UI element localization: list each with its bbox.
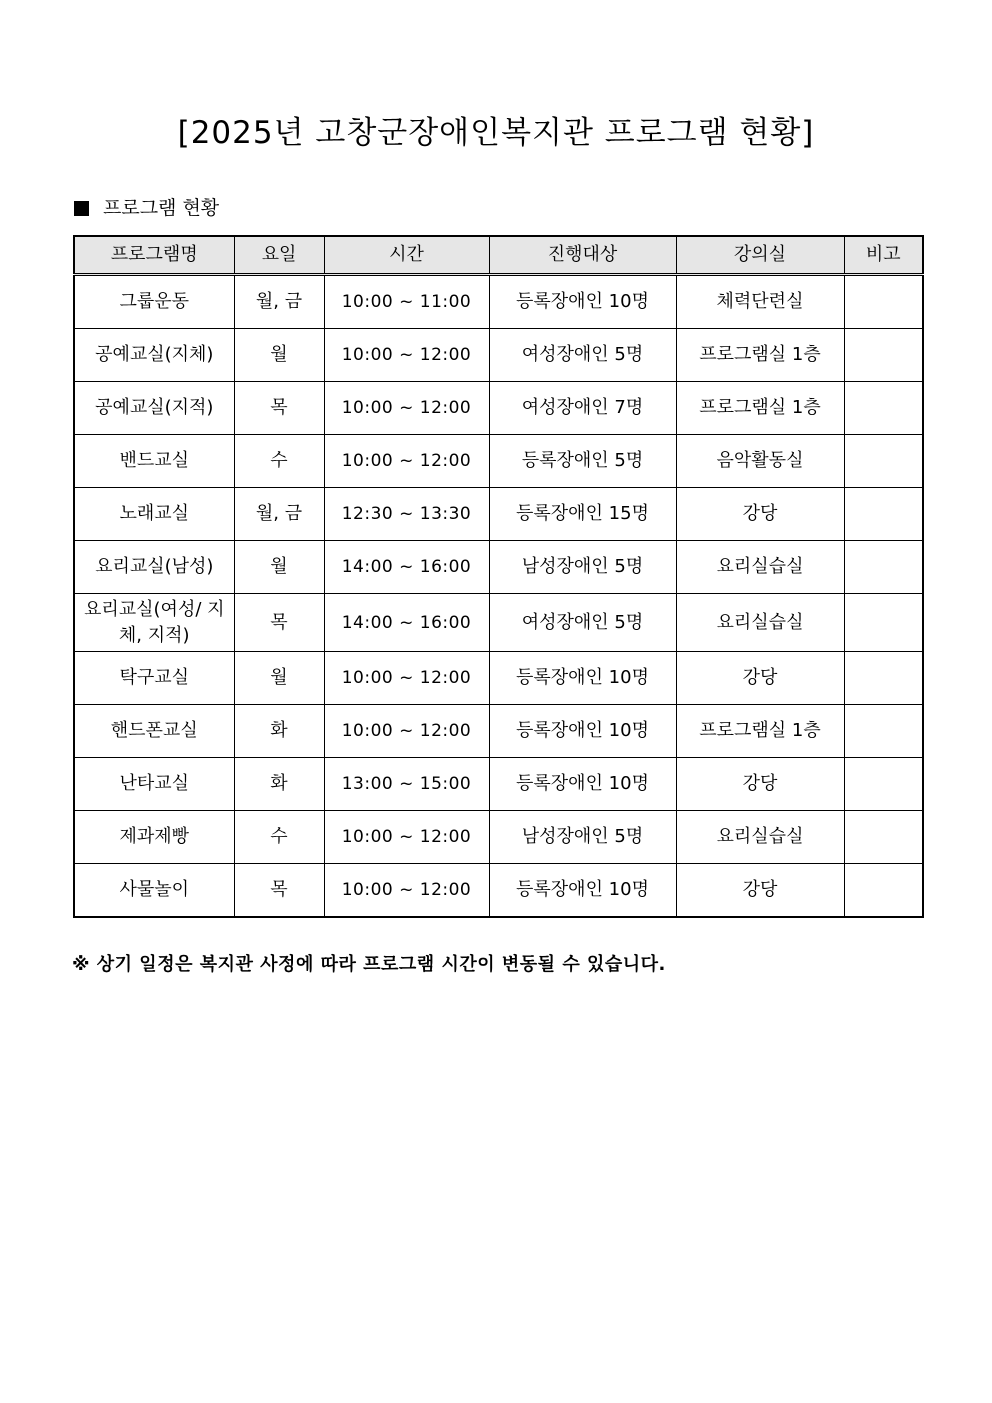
- cell-day: 목: [234, 382, 324, 435]
- cell-target: 남성장애인 5명: [489, 541, 676, 594]
- cell-target: 등록장애인 10명: [489, 652, 676, 705]
- table-row: [74, 488, 923, 541]
- cell-time: 10:00 ~ 12:00: [324, 705, 489, 758]
- cell-classroom: 음악활동실: [676, 435, 844, 488]
- header-target: 진행대상: [489, 236, 676, 275]
- cell-remarks: [844, 541, 923, 594]
- cell-time: 14:00 ~ 16:00: [324, 594, 489, 652]
- cell-program-name: 그룹운동: [74, 275, 234, 329]
- cell-program-name: 요리교실(여성/ 지체, 지적): [74, 594, 234, 652]
- header-time: 시간: [324, 236, 489, 275]
- program-schedule-table: [73, 235, 924, 918]
- cell-time: 10:00 ~ 11:00: [324, 275, 489, 329]
- table-row: [74, 541, 923, 594]
- cell-day: 월: [234, 541, 324, 594]
- cell-remarks: [844, 864, 923, 918]
- cell-classroom: 체력단련실: [676, 275, 844, 329]
- table-header-row: [74, 236, 923, 275]
- cell-classroom: 프로그램실 1층: [676, 705, 844, 758]
- cell-day: 화: [234, 758, 324, 811]
- section-heading: [74, 194, 219, 222]
- table-row: [74, 275, 923, 329]
- cell-classroom: 강당: [676, 758, 844, 811]
- cell-target: 등록장애인 10명: [489, 758, 676, 811]
- cell-program-name: 사물놀이: [74, 864, 234, 918]
- document-title: [2025년 고창군장애인복지관 프로그램 현황]: [177, 115, 815, 151]
- cell-remarks: [844, 811, 923, 864]
- cell-day: 화: [234, 705, 324, 758]
- cell-time: 12:30 ~ 13:30: [324, 488, 489, 541]
- cell-remarks: [844, 758, 923, 811]
- cell-classroom: 요리실습실: [676, 594, 844, 652]
- table-row: [74, 758, 923, 811]
- cell-program-name: 요리교실(남성): [74, 541, 234, 594]
- cell-classroom: 프로그램실 1층: [676, 329, 844, 382]
- table-row: [74, 382, 923, 435]
- cell-day: 목: [234, 594, 324, 652]
- cell-program-name: 노래교실: [74, 488, 234, 541]
- cell-day: 월: [234, 329, 324, 382]
- header-remarks: 비고: [844, 236, 923, 275]
- black-square-bullet-icon: [74, 201, 89, 216]
- cell-remarks: [844, 329, 923, 382]
- table-row: [74, 705, 923, 758]
- cell-classroom: 요리실습실: [676, 541, 844, 594]
- cell-remarks: [844, 705, 923, 758]
- cell-classroom: 강당: [676, 488, 844, 541]
- cell-remarks: [844, 275, 923, 329]
- table-row: [74, 594, 923, 652]
- cell-time: 14:00 ~ 16:00: [324, 541, 489, 594]
- header-program-name: 프로그램명: [74, 236, 234, 275]
- cell-program-name: 핸드폰교실: [74, 705, 234, 758]
- cell-time: 10:00 ~ 12:00: [324, 811, 489, 864]
- header-day: 요일: [234, 236, 324, 275]
- cell-target: 등록장애인 15명: [489, 488, 676, 541]
- cell-day: 목: [234, 864, 324, 918]
- cell-target: 남성장애인 5명: [489, 811, 676, 864]
- cell-remarks: [844, 382, 923, 435]
- cell-program-name: 밴드교실: [74, 435, 234, 488]
- cell-program-name: 공예교실(지적): [74, 382, 234, 435]
- cell-classroom: 강당: [676, 652, 844, 705]
- cell-day: 월, 금: [234, 275, 324, 329]
- cell-program-name: 공예교실(지체): [74, 329, 234, 382]
- table-row: [74, 864, 923, 918]
- cell-classroom: 강당: [676, 864, 844, 918]
- cell-classroom: 요리실습실: [676, 811, 844, 864]
- table-row: [74, 811, 923, 864]
- cell-program-name: 난타교실: [74, 758, 234, 811]
- cell-target: 여성장애인 5명: [489, 594, 676, 652]
- cell-target: 등록장애인 5명: [489, 435, 676, 488]
- cell-classroom: 프로그램실 1층: [676, 382, 844, 435]
- cell-time: 10:00 ~ 12:00: [324, 652, 489, 705]
- cell-program-name: 탁구교실: [74, 652, 234, 705]
- cell-time: 13:00 ~ 15:00: [324, 758, 489, 811]
- table-row: [74, 652, 923, 705]
- cell-target: 등록장애인 10명: [489, 275, 676, 329]
- cell-program-name: 제과제빵: [74, 811, 234, 864]
- table-row: [74, 329, 923, 382]
- cell-time: 10:00 ~ 12:00: [324, 864, 489, 918]
- header-classroom: 강의실: [676, 236, 844, 275]
- cell-time: 10:00 ~ 12:00: [324, 329, 489, 382]
- schedule-change-note: ※ 상기 일정은 복지관 사정에 따라 프로그램 시간이 변동될 수 있습니다.: [72, 954, 666, 975]
- cell-target: 여성장애인 7명: [489, 382, 676, 435]
- cell-target: 등록장애인 10명: [489, 705, 676, 758]
- cell-time: 10:00 ~ 12:00: [324, 382, 489, 435]
- cell-day: 월, 금: [234, 488, 324, 541]
- cell-day: 수: [234, 435, 324, 488]
- cell-day: 수: [234, 811, 324, 864]
- cell-time: 10:00 ~ 12:00: [324, 435, 489, 488]
- cell-remarks: [844, 488, 923, 541]
- cell-remarks: [844, 652, 923, 705]
- cell-target: 등록장애인 10명: [489, 864, 676, 918]
- cell-target: 여성장애인 5명: [489, 329, 676, 382]
- table-row: [74, 435, 923, 488]
- cell-remarks: [844, 435, 923, 488]
- cell-remarks: [844, 594, 923, 652]
- cell-day: 월: [234, 652, 324, 705]
- section-heading-label: 프로그램 현황: [103, 197, 220, 219]
